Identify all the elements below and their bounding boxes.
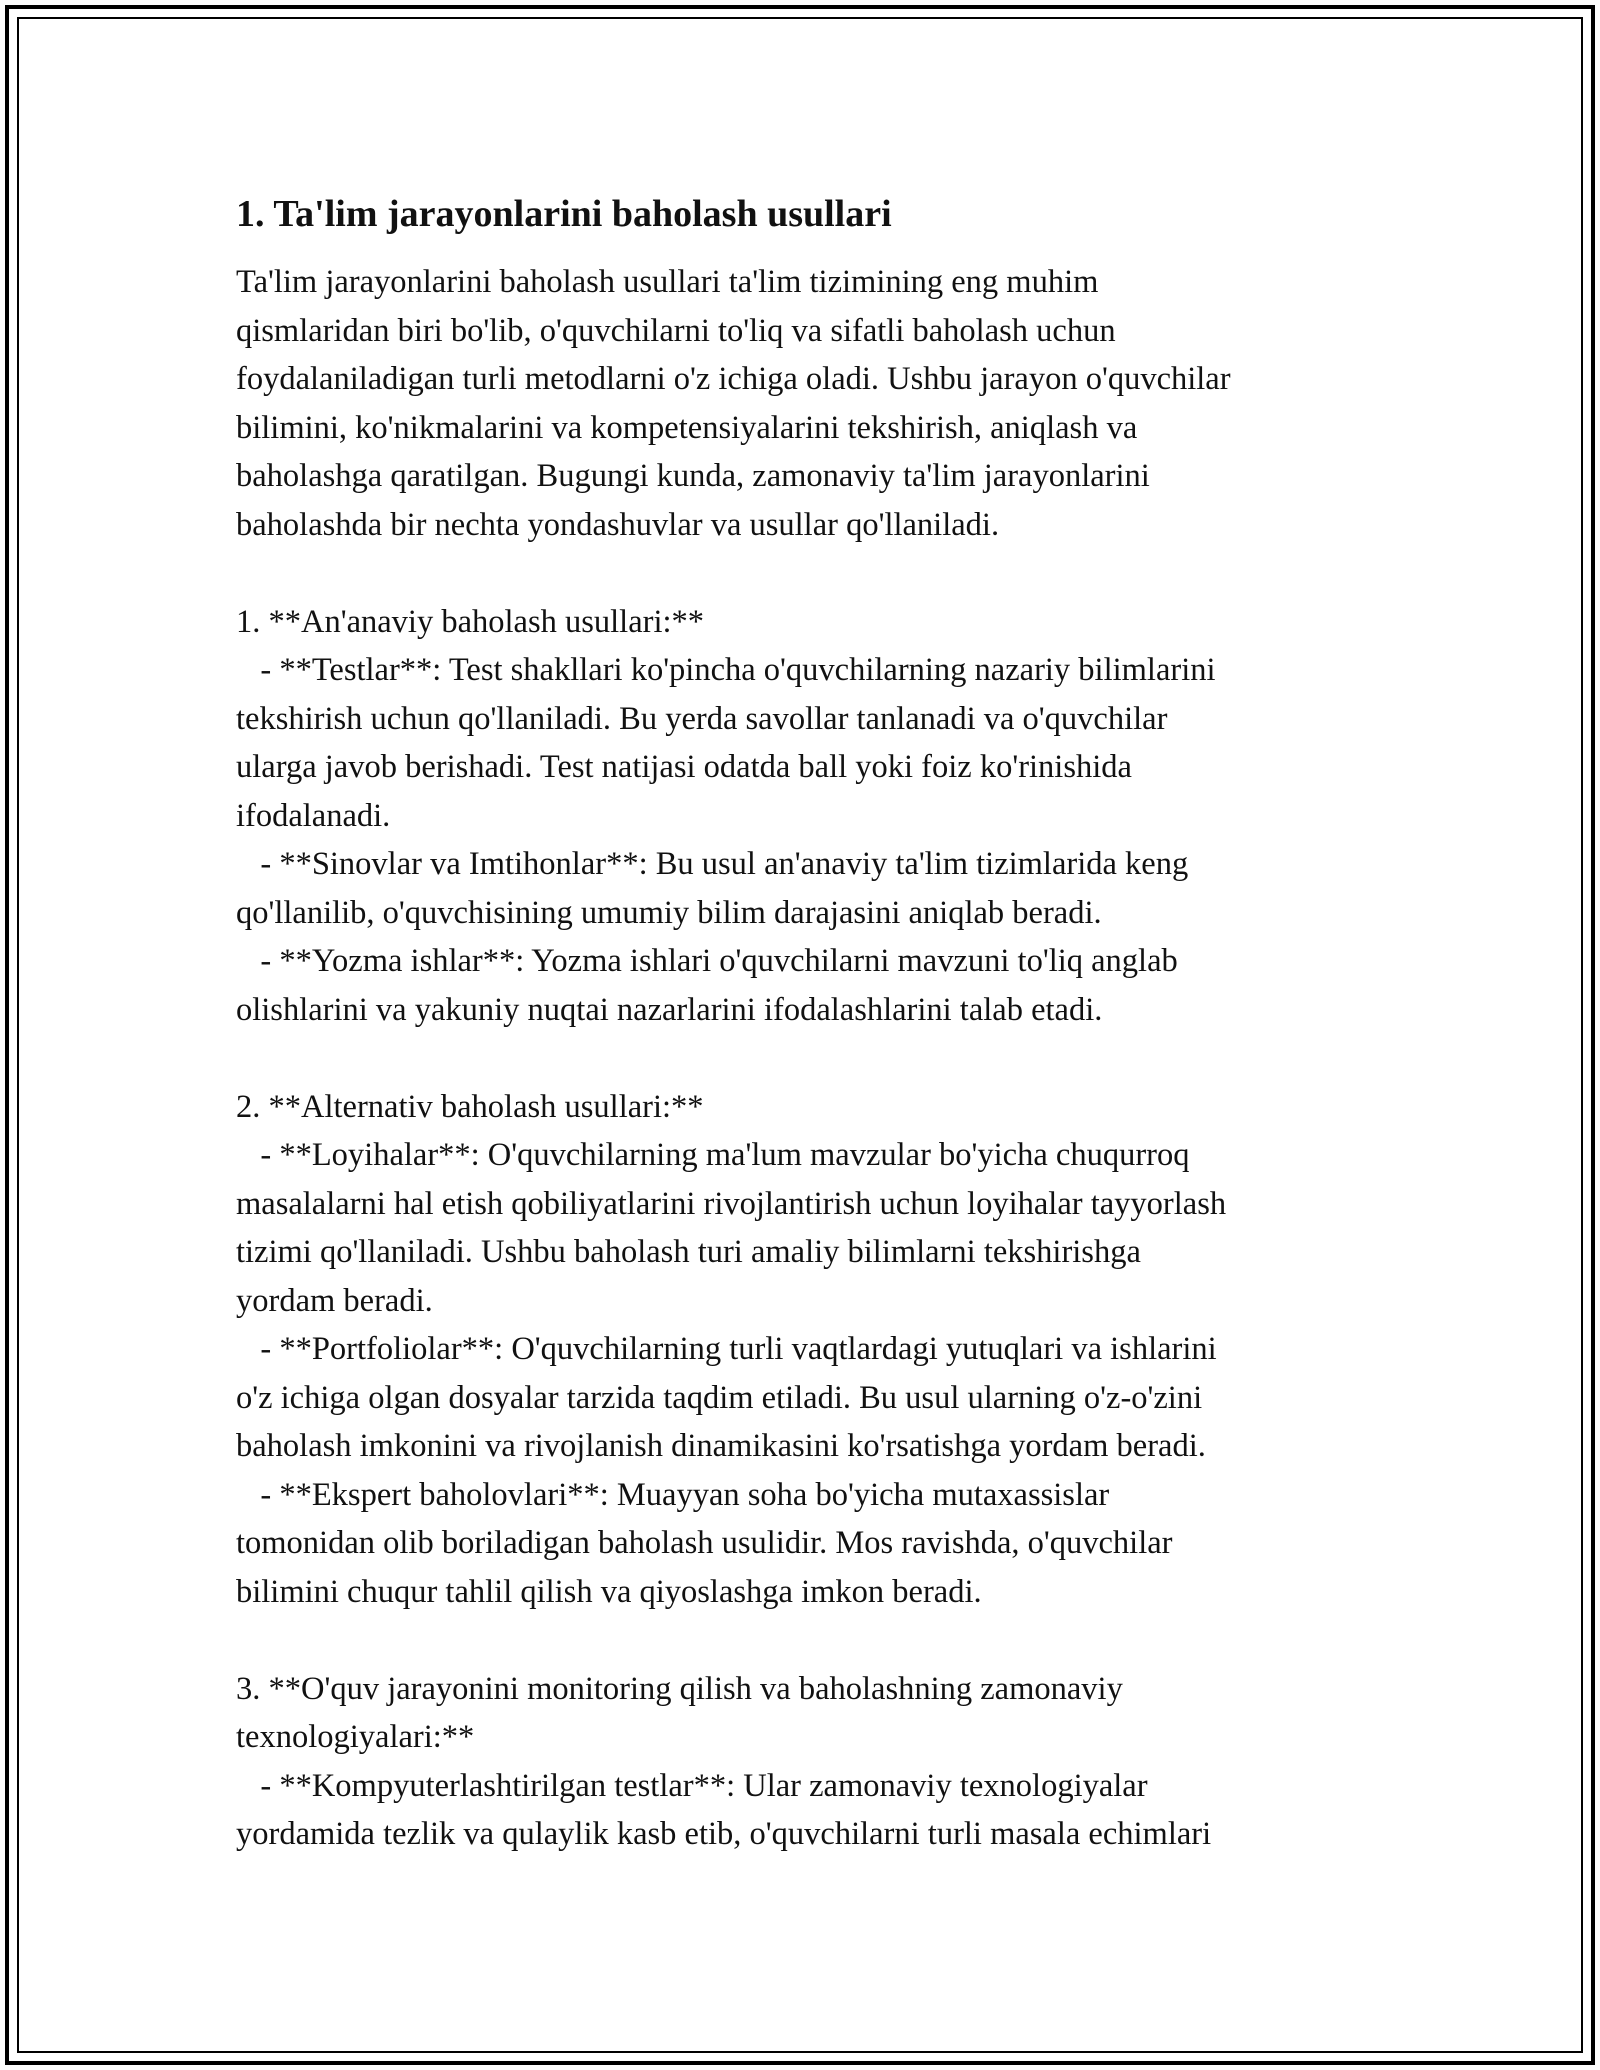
text-line: bilimini, ko'nikmalarini va kompetensiyalarini tekshirish, aniqlash va (236, 409, 1138, 446)
list-item: - **Testlar**: Test shakllari ko'pincha o'quvchilarning nazariy bilimlarini (236, 652, 1216, 688)
section-heading: 2. **Alternativ baholash usullari:** (236, 1088, 704, 1125)
list-item: - **Yozma ishlar**: Yozma ishlari o'quvchilarni mavzuni to'liq anglab (236, 943, 1178, 979)
text-line: o'z ichiga olgan dosyalar tarzida taqdim etiladi. Bu usul ularning o'z-o'zini (236, 1379, 1203, 1416)
text-line: baholashda bir nechta yondashuvlar va usullar qo'llaniladi. (236, 506, 1000, 543)
text-line: tekshirish uchun qo'llaniladi. Bu yerda savollar tanlanadi va o'quvchilar (236, 700, 1168, 737)
text-line: Ta'lim jarayonlarini baholash usullari ta'lim tizimining eng muhim (236, 264, 1099, 300)
text-line: qismlaridan biri bo'lib, o'quvchilarni to'liq va sifatli baholash uchun (236, 312, 1116, 349)
blank-line (236, 1616, 1416, 1665)
text-line: yordamida tezlik va qulaylik kasb etib, o'quvchilarni turli masala echimlari (236, 1816, 1212, 1852)
list-item: - **Loyihalar**: O'quvchilarning ma'lum mavzular bo'yicha chuqurroq (236, 1137, 1190, 1173)
text-line: baholash imkonini va rivojlanish dinamikasini ko'rsatishga yordam beradi. (236, 1428, 1206, 1464)
list-item: - **Ekspert baholovlari**: Muayyan soha bo'yicha mutaxassislar (236, 1476, 1110, 1513)
text-line: olishlarini va yakuniy nuqtai nazarlarini ifodalashlarini talab etadi. (236, 991, 1103, 1028)
text-line: yordam beradi. (236, 1282, 433, 1319)
list-item: - **Kompyuterlashtirilgan testlar**: Ular zamonaviy texnologiyalar (236, 1767, 1148, 1804)
document-body (236, 188, 1416, 1859)
list-item: - **Portfoliolar**: O'quvchilarning turli vaqtlardagi yutuqlari va ishlarini (236, 1331, 1217, 1367)
section-heading: 1. **An'anaviy baholash usullari:** (236, 603, 704, 640)
document-text (236, 258, 1416, 1859)
list-item: - **Sinovlar va Imtihonlar**: Bu usul an'anaviy ta'lim tizimlarida keng (236, 846, 1189, 882)
section-heading: 3. **O'quv jarayonini monitoring qilish va baholashning zamonaviy (236, 1670, 1123, 1707)
text-line: bilimini chuqur tahlil qilish va qiyoslashga imkon beradi. (236, 1573, 982, 1610)
text-line: masalalarni hal etish qobiliyatlarini rivojlantirish uchun loyihalar tayyorlash (236, 1185, 1227, 1222)
text-line: tizimi qo'llaniladi. Ushbu baholash turi amaliy bilimlarni tekshirishga (236, 1234, 1141, 1270)
document-title: 1. Ta'lim jarayonlarini baholash usullari (236, 193, 892, 235)
text-line: texnologiyalari:** (236, 1719, 475, 1755)
text-line: baholashga qaratilgan. Bugungi kunda, zamonaviy ta'lim jarayonlarini (236, 458, 1150, 494)
text-line: ularga javob berishadi. Test natijasi odatda ball yoki foiz ko'rinishida (236, 749, 1132, 785)
text-line: ifodalanadi. (236, 797, 391, 834)
text-line: tomonidan olib boriladigan baholash usulidir. Mos ravishda, o'quvchilar (236, 1525, 1173, 1561)
blank-line (236, 1034, 1416, 1083)
blank-line (236, 549, 1416, 598)
text-line: foydalaniladigan turli metodlarni o'z ichiga oladi. Ushbu jarayon o'quvchilar (236, 361, 1231, 397)
text-line: qo'llanilib, o'quvchisining umumiy bilim darajasini aniqlab beradi. (236, 894, 1102, 931)
